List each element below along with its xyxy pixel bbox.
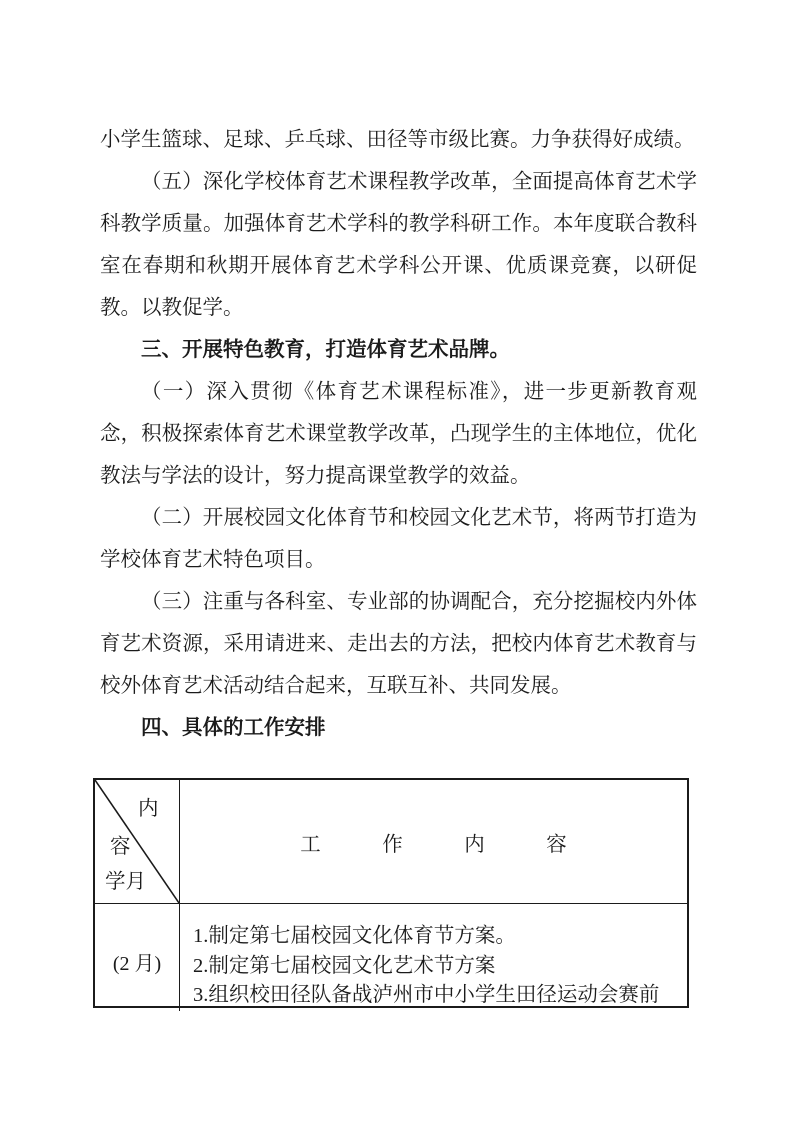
body-paragraph-item-1: （一）深入贯彻《体育艺术课程标准》，进一步更新教育观念，积极探索体育艺术课堂教学改革，凸现学生的主体地位，优化教法与学法的设计，努力提高课堂教学的效益。	[100, 381, 697, 487]
corner-label-content-char2: 容	[110, 836, 131, 858]
work-item-3: 3.组织校田径队备战泸州市中小学生田径运动会赛前	[193, 984, 660, 1006]
work-item-1: 1.制定第七届校园文化体育节方案。	[193, 925, 516, 947]
section-heading-four: 四、具体的工作安排	[141, 716, 326, 739]
body-paragraph-item-3: （三）注重与各科室、专业部的协调配合，充分挖掘校内外体育艺术资源，采用请进来、走出去的方法，把校内体育艺术教育与校外体育艺术活动结合起来，互联互补、共同发展。	[100, 591, 697, 697]
table-work-items-cell	[180, 904, 687, 1011]
corner-label-school-month: 学月	[105, 871, 146, 893]
work-schedule-table	[93, 778, 689, 1008]
document-body	[100, 119, 697, 749]
body-paragraph-continuation: 小学生篮球、足球、乒乓球、田径等市级比赛。力争获得好成绩。	[100, 129, 695, 151]
work-item-2: 2.制定第七届校园文化艺术节方案	[193, 954, 496, 977]
body-paragraph-item-2: （二）开展校园文化体育节和校园文化艺术节，将两节打造为学校体育艺术特色项目。	[100, 507, 697, 571]
table-month-cell-february: (2 月)	[95, 904, 180, 1011]
table-corner-cell	[95, 780, 180, 904]
body-paragraph-item-5: （五）深化学校体育艺术课程教学改革，全面提高体育艺术学科教学质量。加强体育艺术学科的教学科研工作。本年度联合教科室在春期和秋期开展体育艺术学科公开课、优质课竞赛，以研促教。以教促学。	[100, 171, 697, 319]
table-header-work-content: 工 作 内 容	[180, 780, 687, 904]
section-heading-three: 三、开展特色教育，打造体育艺术品牌。	[141, 338, 510, 361]
corner-label-content-char1: 内	[138, 798, 159, 820]
